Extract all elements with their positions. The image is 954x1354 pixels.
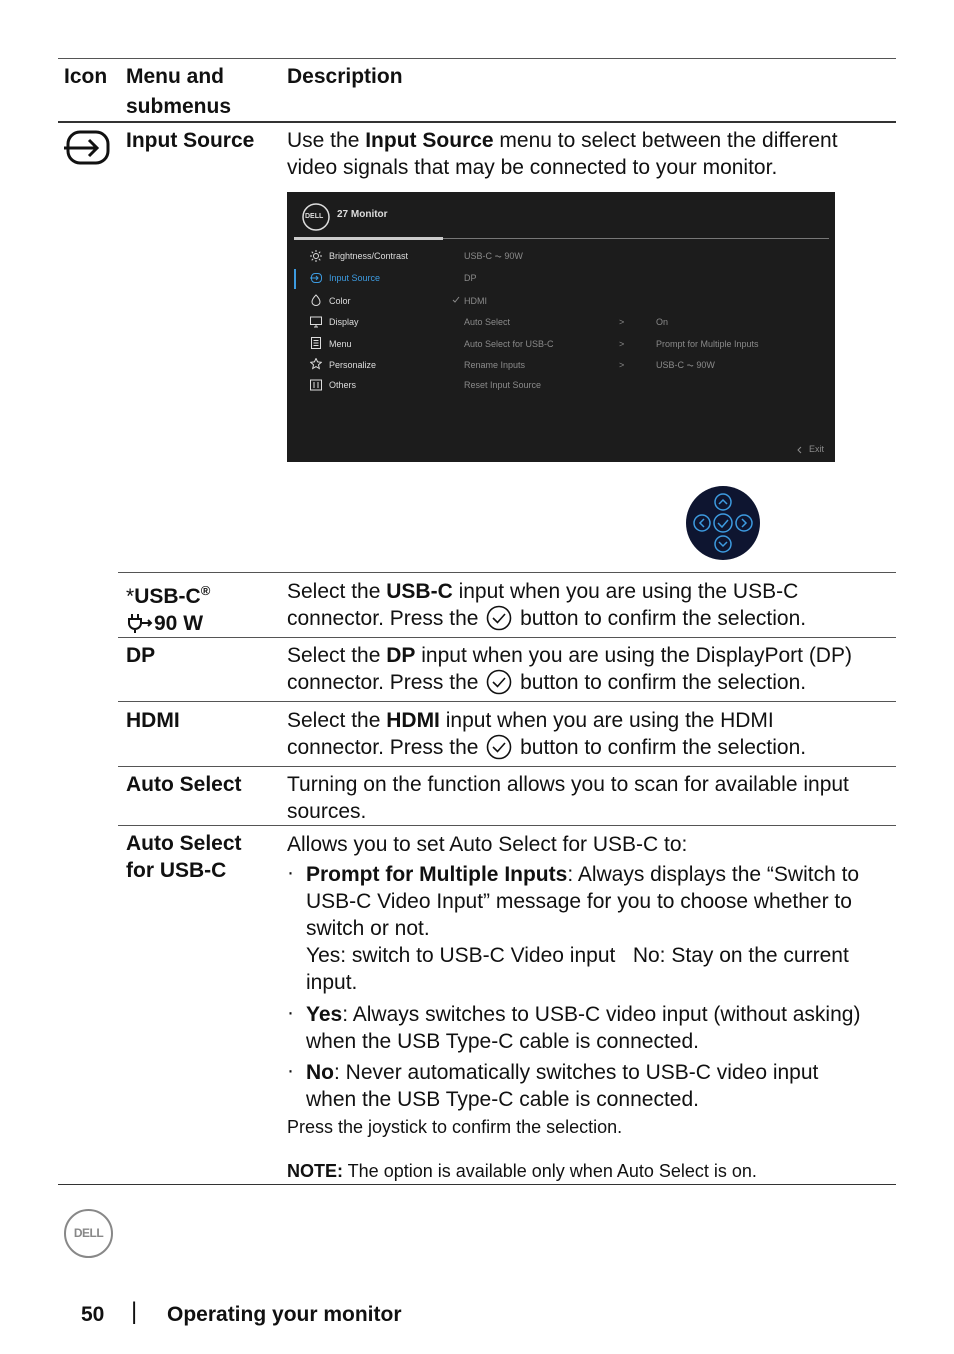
hdmi-description	[287, 707, 806, 761]
text: when the USB Type-C cable is connected.	[306, 1088, 700, 1111]
chevron-left-icon	[796, 446, 803, 454]
text-bold: Yes	[306, 1003, 343, 1026]
footer-logo-text: DELL	[73, 1226, 104, 1240]
text: video signals that may be connected to your monitor.	[287, 156, 778, 179]
osd-menu-color[interactable]: Color	[329, 296, 351, 306]
display-icon	[310, 316, 322, 328]
osd-auto-select[interactable]: Auto Select	[464, 317, 511, 327]
palette-icon	[310, 294, 322, 306]
osd-rename-inputs[interactable]: Rename Inputs	[464, 360, 526, 370]
header-description: Description	[287, 65, 403, 88]
osd-menu-personalize[interactable]: Personalize	[329, 360, 377, 370]
text: switch or not.	[306, 917, 430, 940]
usbc-description	[287, 578, 806, 632]
osd-exit[interactable]: Exit	[809, 444, 825, 454]
note-label: NOTE:	[287, 1161, 343, 1181]
hdmi-label: HDMI	[126, 709, 180, 732]
osd-menu-display[interactable]: Display	[329, 317, 359, 327]
text: Turning on the function allows you to scan for available input	[287, 773, 849, 796]
check-circle-icon	[486, 669, 512, 695]
menu-icon	[310, 337, 322, 349]
input-source-label: Input Source	[126, 129, 255, 152]
header-rule	[58, 121, 896, 123]
text: button to confirm the selection.	[514, 607, 807, 630]
auto-usbc-bullet-prompt	[306, 861, 896, 996]
star-icon	[310, 358, 322, 370]
osd-menu-menu[interactable]: Menu	[329, 339, 352, 349]
dp-description	[287, 642, 852, 696]
text: Yes: switch to USB-C Video input No: Stay on the current	[306, 944, 849, 967]
row-rule	[118, 637, 896, 638]
osd-menu-input-source[interactable]: Input Source	[329, 273, 381, 283]
power-delivery-icon	[126, 612, 154, 634]
dp-label: DP	[126, 644, 156, 667]
osd-arrow: >	[619, 317, 625, 327]
auto-usbc-bullet-no	[306, 1059, 896, 1113]
note	[287, 1159, 757, 1183]
bullet: ·	[287, 861, 294, 884]
osd-menu-brightness[interactable]: Brightness/Contrast	[329, 251, 409, 261]
input-source-small-icon	[310, 272, 322, 284]
text: : Never automatically switches to USB-C video input	[334, 1061, 819, 1084]
osd-header-highlight	[294, 237, 443, 240]
auto-select-label: Auto Select	[126, 773, 242, 796]
text: Use the	[287, 129, 366, 152]
bottom-rule	[58, 1184, 896, 1185]
text: button to confirm the selection.	[514, 736, 807, 759]
text: : Always displays the “Switch to	[567, 863, 860, 886]
page-number: 50	[81, 1303, 105, 1326]
text: : Always switches to USB-C video input (without asking)	[342, 1003, 861, 1026]
sun-icon	[310, 250, 322, 262]
text: button to confirm the selection.	[514, 671, 807, 694]
text: when the USB Type-C cable is connected.	[306, 1030, 700, 1053]
auto-usbc-bullet-yes	[306, 1001, 896, 1055]
text: for USB-C	[126, 859, 227, 882]
text: input when you are using the USB-C	[452, 580, 799, 603]
text: connector. Press the	[287, 671, 485, 694]
press-joystick-note: Press the joystick to confirm the selection.	[287, 1117, 623, 1137]
osd-input-hdmi[interactable]: HDMI	[464, 296, 487, 306]
text: USB-C Video Input” message for you to choose whether to	[306, 890, 852, 913]
auto-usbc-intro: Allows you to set Auto Select for USB-C to:	[287, 833, 688, 856]
text: connector. Press the	[287, 736, 485, 759]
osd-auto-select-usbc[interactable]: Auto Select for USB-C	[464, 339, 554, 349]
osd-menu-others[interactable]: Others	[329, 380, 357, 390]
header-icon: Icon	[64, 65, 108, 88]
section-title: Operating your monitor	[167, 1303, 402, 1326]
header-menu	[126, 62, 231, 122]
osd-screenshot	[287, 192, 835, 462]
osd-input-dp[interactable]: DP	[464, 273, 477, 283]
osd-reset-input-source[interactable]: Reset Input Source	[464, 380, 542, 390]
row-rule	[118, 825, 896, 826]
text: The option is available only when Auto Select is on.	[343, 1161, 757, 1181]
check-circle-icon	[486, 605, 512, 631]
text: input when you are using the HDMI	[439, 709, 774, 732]
text-bold: USB-C	[386, 580, 453, 603]
osd-selection-bar	[294, 269, 296, 289]
text: menu to select between the different	[493, 129, 838, 152]
others-icon	[310, 379, 322, 391]
text-bold: Input Source	[365, 129, 494, 152]
row-rule	[118, 766, 896, 767]
registered-mark: ®	[200, 583, 211, 598]
joystick-icon	[685, 485, 761, 561]
auto-usbc-label	[126, 830, 242, 884]
header-menu-line2: submenus	[126, 95, 232, 118]
auto-select-description	[287, 771, 849, 825]
text-bold: HDMI	[386, 709, 440, 732]
osd-auto-select-value: On	[656, 317, 669, 327]
text: USB-C	[134, 585, 201, 608]
text: sources.	[287, 800, 367, 823]
text: Auto Select	[126, 832, 242, 855]
text: Select the	[287, 644, 387, 667]
bullet: ·	[287, 1059, 294, 1082]
text: connector. Press the	[287, 607, 485, 630]
text: 90 W	[154, 612, 204, 635]
text: Select the	[287, 580, 387, 603]
osd-input-usbc[interactable]: USB-C ⏦ 90W	[464, 251, 523, 261]
text: input when you are using the DisplayPort (DP)	[415, 644, 852, 667]
text: Select the	[287, 709, 387, 732]
top-rule	[58, 58, 896, 59]
bullet: ·	[287, 1001, 294, 1024]
osd-arrow: >	[619, 360, 625, 370]
osd-brand: DELL	[305, 213, 324, 220]
check-icon	[452, 296, 460, 304]
usbc-label	[126, 577, 210, 637]
text-bold: No	[306, 1061, 334, 1084]
text-bold: Prompt for Multiple Inputs	[306, 863, 568, 886]
osd-rename-value: USB-C ⏦ 90W	[656, 360, 715, 370]
input-source-description	[287, 127, 887, 181]
osd-auto-usbc-value: Prompt for Multiple Inputs	[656, 339, 759, 349]
check-circle-icon	[486, 734, 512, 760]
row-rule	[118, 572, 896, 573]
row-rule	[118, 701, 896, 702]
text: input.	[306, 971, 358, 994]
osd-title: 27 Monitor	[337, 209, 388, 220]
input-source-icon	[62, 128, 112, 168]
asterisk-icon: *	[126, 585, 135, 608]
osd-arrow: >	[619, 339, 625, 349]
text-bold: DP	[386, 644, 416, 667]
footer-separator: |	[131, 1298, 138, 1325]
header-menu-line1: Menu and	[126, 65, 224, 88]
